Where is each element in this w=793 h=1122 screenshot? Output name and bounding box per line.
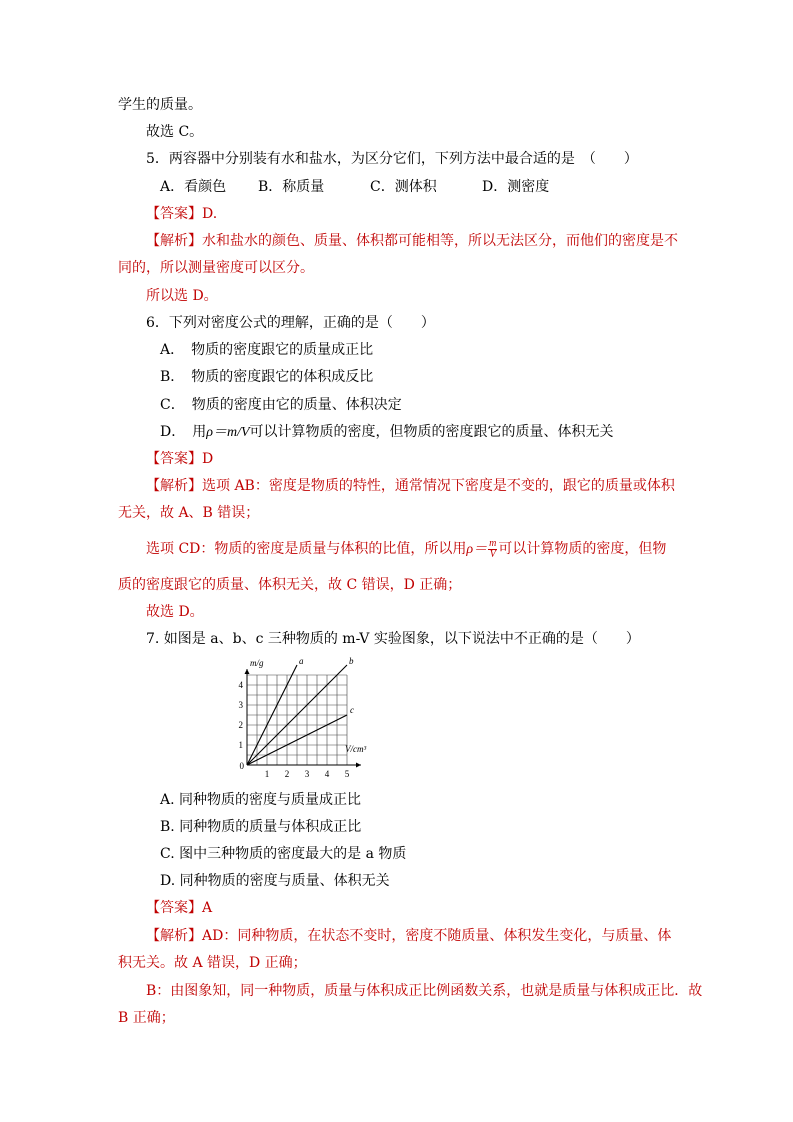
explanation-text: AD：同种物质，在状态不变时，密度不随质量、体积发生变化，与质量、体 <box>202 928 672 944</box>
explanation-tag: 【解析】 <box>146 233 202 249</box>
option-c: C． 物质的密度由它的质量、体积决定 <box>160 397 402 413</box>
answer-tag: 【答案】 <box>146 900 202 916</box>
fraction-denominator: V <box>489 548 496 560</box>
explanation-line <box>146 231 678 251</box>
option-a: A． 物质的密度跟它的质量成正比 <box>160 342 374 358</box>
explanation-line: B：由图象知，同一种物质，质量与体积成正比例函数关系，也就是质量与体积成正比．故 <box>146 983 703 999</box>
y-tick-label: 2 <box>238 720 243 730</box>
text-line: 故选 C。 <box>146 124 204 140</box>
m-v-graph <box>228 656 368 781</box>
option-c: C. 图中三种物质的密度最大的是 a 物质 <box>160 846 407 862</box>
series-label-a: a <box>299 656 304 666</box>
option-b: B． 物质的密度跟它的体积成反比 <box>160 369 374 385</box>
explanation-line: 无关，故 A、B 错误； <box>118 505 260 521</box>
explanation-line <box>146 926 671 946</box>
explanation-text: 选项 AB：密度是物质的特性，通常情况下密度是不变的，跟它的质量或体积 <box>202 478 675 494</box>
rho-symbol: ρ＝ <box>466 542 488 557</box>
fraction-m-over-v <box>488 539 497 560</box>
x-axis-label: V/cm³ <box>345 744 367 754</box>
answer-tag: 【答案】 <box>146 206 202 222</box>
explanation-line <box>146 476 675 496</box>
explanation-text: 选项 CD：物质的密度是质量与体积的比值，所以用 <box>146 541 467 557</box>
explanation-line: 同的，所以测量密度可以区分。 <box>118 260 314 276</box>
option-d: D．测密度 <box>482 179 550 195</box>
question-5-stem: 5．两容器中分别装有水和盐水，为区分它们，下列方法中最合适的是 （ ） <box>146 151 638 167</box>
option-c: C．测体积 <box>370 179 437 195</box>
explanation-text: 可以计算物质的密度，但物 <box>498 541 667 557</box>
series-label-b: b <box>349 656 354 666</box>
option-d-prefix: D． 用 <box>160 424 207 440</box>
origin-label: 0 <box>239 761 244 771</box>
x-axis-arrow <box>356 763 361 768</box>
explanation-line: B 正确； <box>118 1010 175 1026</box>
option-d-text: 可以计算物质的密度，但物质的密度跟它的质量、体积无关 <box>249 424 614 440</box>
explanation-line: 质的密度跟它的质量、体积无关，故 C 错误，D 正确； <box>118 577 462 593</box>
explanation-line: 积无关。故 A 错误，D 正确； <box>118 955 307 971</box>
explanation-tag: 【解析】 <box>146 478 202 494</box>
x-tick-label: 1 <box>264 769 270 779</box>
y-tick-label: 1 <box>238 740 243 750</box>
y-tick-label: 4 <box>238 680 243 690</box>
option-a: A. 同种物质的密度与质量成正比 <box>160 792 362 808</box>
x-tick-label: 5 <box>344 769 350 779</box>
question-7-stem: 7. 如图是 a、b、c 三种物质的 m-V 实验图象，以下说法中不正确的是（ ） <box>146 631 640 647</box>
y-axis-arrow <box>245 669 250 674</box>
answer-value: D. <box>202 206 218 222</box>
answer-line <box>146 898 212 918</box>
explanation-line-formula <box>146 537 666 562</box>
x-tick-label: 3 <box>304 769 310 779</box>
option-b: B．称质量 <box>258 179 325 195</box>
option-d <box>160 422 614 443</box>
text-line: 学生的质量。 <box>118 97 202 113</box>
selection-line: 所以选 D。 <box>146 288 218 304</box>
answer-line <box>146 204 217 224</box>
density-formula: ρ＝m/V <box>206 425 250 440</box>
option-a: A．看颜色 <box>160 179 227 195</box>
series-label-c: c <box>350 705 354 715</box>
answer-value: A <box>202 900 213 916</box>
answer-value: D <box>202 451 214 467</box>
fraction-numerator: m <box>489 537 497 549</box>
option-b: B. 同种物质的质量与体积成正比 <box>160 819 362 835</box>
answer-tag: 【答案】 <box>146 451 202 467</box>
y-tick-label: 3 <box>238 700 243 710</box>
explanation-text: 水和盐水的颜色、质量、体积都可能相等，所以无法区分，而他们的密度是不 <box>202 233 678 249</box>
x-tick-label: 2 <box>284 769 290 779</box>
explanation-tag: 【解析】 <box>146 928 202 944</box>
question-5-options <box>160 177 549 197</box>
x-tick-label: 4 <box>324 769 330 779</box>
question-6-stem: 6．下列对密度公式的理解，正确的是（ ） <box>146 315 435 331</box>
answer-line <box>146 449 213 469</box>
option-d: D. 同种物质的密度与质量、体积无关 <box>160 873 390 889</box>
y-axis-label: m/g <box>250 658 264 668</box>
selection-line: 故选 D。 <box>146 604 204 620</box>
